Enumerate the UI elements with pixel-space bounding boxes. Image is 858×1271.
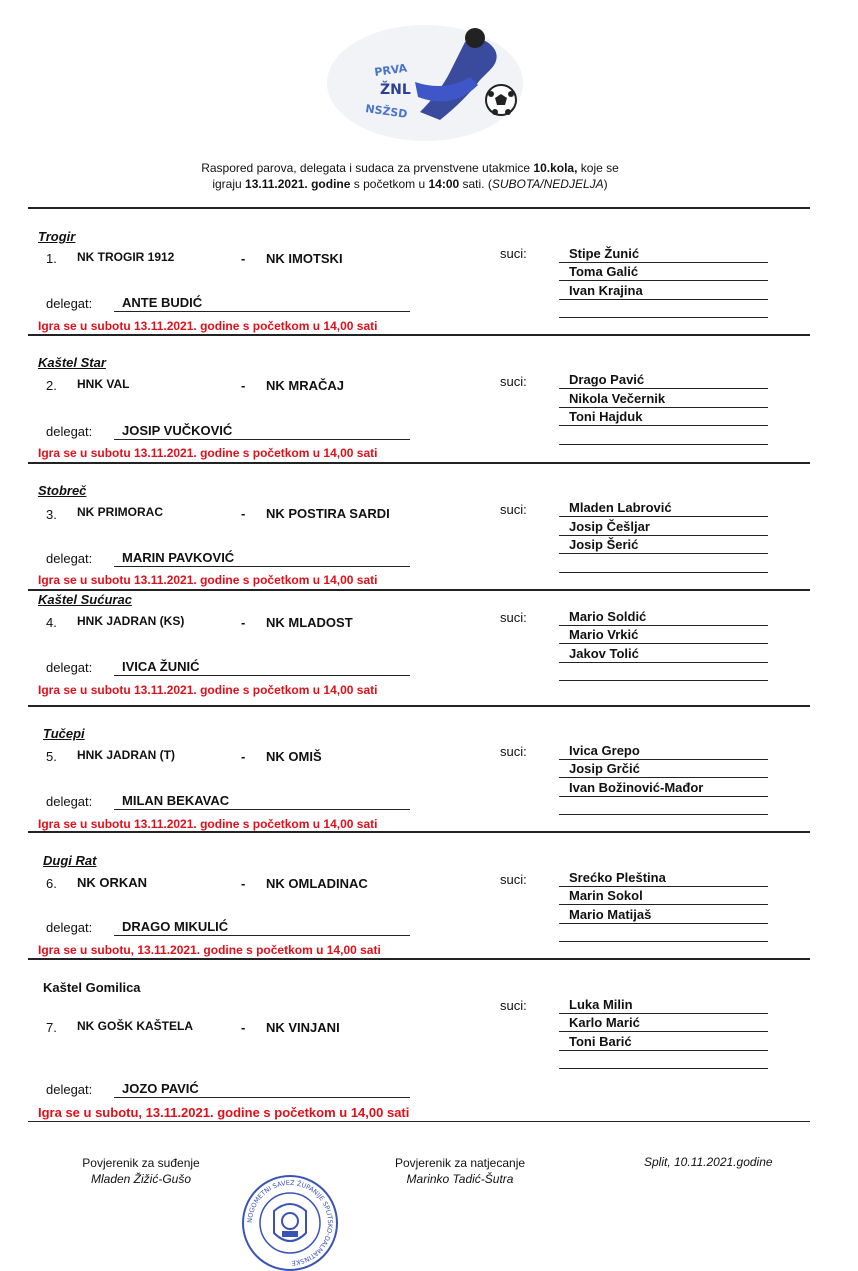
match-dash: - xyxy=(241,615,246,630)
away-team: NK MRAČAJ xyxy=(266,378,344,393)
match-number: 3. xyxy=(46,507,57,522)
referee-line xyxy=(559,300,768,318)
referee-name: Josip Češljar xyxy=(569,519,650,534)
match-dash: - xyxy=(241,506,246,521)
referee-line xyxy=(559,263,768,281)
referee-line xyxy=(559,1033,768,1051)
delegate-label: delegat: xyxy=(46,1082,93,1097)
logo-text-2: ŽNL xyxy=(380,82,411,98)
referee-line xyxy=(559,626,768,644)
delegate-name: IVICA ŽUNIĆ xyxy=(122,659,200,674)
delegate-label: delegat: xyxy=(46,794,93,809)
referee-name: Drago Pavić xyxy=(569,372,645,387)
seal-text: NOGOMETNI SAVEZ ŽUPANIJE SPLITSKO-DALMATINSKE xyxy=(245,1178,335,1268)
referee-line xyxy=(559,408,768,426)
referee-line xyxy=(559,779,768,797)
referee-line xyxy=(559,869,768,887)
referee-name: Ivan Božinović-Mađor xyxy=(569,780,704,795)
delegate-label: delegat: xyxy=(46,424,93,439)
match-dash: - xyxy=(241,876,246,891)
match-note: Igra se u subotu 13.11.2021. godine s početkom u 14,00 sati xyxy=(38,446,378,460)
referee-line xyxy=(559,427,768,445)
divider xyxy=(28,207,810,209)
home-team: HNK VAL xyxy=(77,377,130,391)
match-venue: Kaštel Star xyxy=(38,355,106,370)
logo-text-1: PRVA xyxy=(373,61,408,79)
match-block xyxy=(0,726,858,846)
referee-name: Mario Vrkić xyxy=(569,627,639,642)
footer-name: Marinko Tadić-Šutra xyxy=(406,1172,514,1186)
delegate-line xyxy=(114,792,410,810)
delegate-line xyxy=(114,422,410,440)
referee-line xyxy=(559,760,768,778)
referees-label: suci: xyxy=(500,872,527,887)
referee-line xyxy=(559,1014,768,1032)
footer-referee-commissioner xyxy=(60,1155,222,1187)
referee-name: Srećko Pleština xyxy=(569,870,666,885)
match-block xyxy=(0,355,858,475)
referee-name: Jakov Tolić xyxy=(569,646,639,661)
referee-name: Mario Soldić xyxy=(569,609,647,624)
referees-label: suci: xyxy=(500,744,527,759)
referee-line xyxy=(559,887,768,905)
delegate-name: MILAN BEKAVAC xyxy=(122,793,230,808)
referee-name: Marin Sokol xyxy=(569,888,643,903)
match-venue: Kaštel Sućurac xyxy=(38,592,132,607)
referee-line xyxy=(559,924,768,942)
referee-line xyxy=(559,536,768,554)
match-note: Igra se u subotu 13.11.2021. godine s početkom u 14,00 sati xyxy=(38,817,378,831)
referee-name: Josip Šerić xyxy=(569,537,639,552)
match-note: Igra se u subotu 13.11.2021. godine s početkom u 14,00 sati xyxy=(38,683,378,697)
referee-name: Toni Barić xyxy=(569,1034,632,1049)
referee-name: Toma Galić xyxy=(569,264,639,279)
away-team: NK IMOTSKI xyxy=(266,251,343,266)
delegate-label: delegat: xyxy=(46,660,93,675)
home-team: HNK JADRAN (KS) xyxy=(77,614,185,628)
match-block xyxy=(0,980,858,1120)
referee-line xyxy=(559,608,768,626)
delegate-line xyxy=(114,1080,410,1098)
referee-line xyxy=(559,645,768,663)
match-dash: - xyxy=(241,749,246,764)
match-number: 7. xyxy=(46,1020,57,1035)
logo-text-3: NSŽSD xyxy=(364,102,409,121)
delegate-label: delegat: xyxy=(46,920,93,935)
referee-line xyxy=(559,742,768,760)
match-dash: - xyxy=(241,1020,246,1035)
referee-name: Stipe Žunić xyxy=(569,246,640,261)
referee-name: Toni Hajduk xyxy=(569,409,643,424)
footer-title: Povjerenik za natjecanje xyxy=(394,1156,526,1170)
match-block xyxy=(0,483,858,603)
referees-label: suci: xyxy=(500,374,527,389)
delegate-name: JOSIP VUČKOVIĆ xyxy=(122,423,233,438)
match-number: 4. xyxy=(46,615,57,630)
referee-line xyxy=(559,663,768,681)
referee-name: Karlo Marić xyxy=(569,1015,640,1030)
referee-line xyxy=(559,245,768,263)
away-team: NK POSTIRA SARDI xyxy=(266,506,390,521)
match-number: 2. xyxy=(46,378,57,393)
home-team: NK ORKAN xyxy=(77,875,148,890)
league-logo xyxy=(325,22,525,144)
match-note: Igra se u subotu, 13.11.2021. godine s početkom u 14,00 sati xyxy=(38,1105,410,1120)
delegate-name: JOZO PAVIĆ xyxy=(122,1081,199,1096)
match-venue: Dugi Rat xyxy=(43,853,97,868)
referee-name: Mario Matijaš xyxy=(569,907,652,922)
match-dash: - xyxy=(241,378,246,393)
referee-name: Luka Milin xyxy=(569,997,633,1012)
referee-name: Ivan Krajina xyxy=(569,283,643,298)
footer-name: Mladen Žižić-Gušo xyxy=(90,1172,192,1186)
away-team: NK VINJANI xyxy=(266,1020,340,1035)
match-venue: Trogir xyxy=(38,229,76,244)
match-note: Igra se u subotu 13.11.2021. godine s početkom u 14,00 sati xyxy=(38,319,378,333)
match-block xyxy=(0,592,858,712)
match-block xyxy=(0,853,858,973)
referees-label: suci: xyxy=(500,246,527,261)
referee-line xyxy=(559,555,768,573)
delegate-line xyxy=(114,549,410,567)
divider xyxy=(28,1121,810,1122)
home-team: NK PRIMORAC xyxy=(77,505,163,519)
delegate-label: delegat: xyxy=(46,296,93,311)
referee-line xyxy=(559,1051,768,1069)
referees-label: suci: xyxy=(500,998,527,1013)
match-venue: Kaštel Gomilica xyxy=(43,980,141,995)
match-number: 5. xyxy=(46,749,57,764)
footer-date: Split, 10.11.2021.godine xyxy=(644,1155,773,1169)
referee-line xyxy=(559,797,768,815)
referee-name: Mladen Labrović xyxy=(569,500,672,515)
match-note: Igra se u subotu, 13.11.2021. godine s početkom u 14,00 sati xyxy=(38,943,381,957)
delegate-line xyxy=(114,294,410,312)
referees-label: suci: xyxy=(500,502,527,517)
referee-line xyxy=(559,499,768,517)
home-team: HNK JADRAN (T) xyxy=(77,748,175,762)
referee-line xyxy=(559,518,768,536)
home-team: NK TROGIR 1912 xyxy=(77,250,175,264)
referee-name: Josip Grčić xyxy=(569,761,640,776)
match-number: 6. xyxy=(46,876,57,891)
match-venue: Stobreč xyxy=(38,483,87,498)
referee-line xyxy=(559,996,768,1014)
footer-title: Povjerenik za suđenje xyxy=(82,1156,200,1170)
delegate-line xyxy=(114,918,410,936)
delegate-line xyxy=(114,658,410,676)
delegate-name: ANTE BUDIĆ xyxy=(122,295,203,310)
match-venue: Tučepi xyxy=(43,726,85,741)
referee-line xyxy=(559,906,768,924)
intro-text: Raspored parova, delegata i sudaca za prvenstvene utakmice 10.kola, koje se igraju 13.11.2021. godine s početkom u 14:00 sati. (SUBOTA/NEDJELJA) xyxy=(201,161,619,191)
delegate-label: delegat: xyxy=(46,551,93,566)
delegate-name: DRAGO MIKULIĆ xyxy=(122,919,229,934)
away-team: NK MLADOST xyxy=(266,615,353,630)
referee-name: Nikola Večernik xyxy=(569,391,666,406)
home-team: NK GOŠK KAŠTELA xyxy=(77,1019,194,1033)
association-seal xyxy=(240,1173,340,1271)
match-dash: - xyxy=(241,251,246,266)
footer-competition-commissioner xyxy=(374,1155,546,1187)
referees-label: suci: xyxy=(500,610,527,625)
match-note: Igra se u subotu 13.11.2021. godine s početkom u 14,00 sati xyxy=(38,573,378,587)
referee-line xyxy=(559,390,768,408)
away-team: NK OMLADINAC xyxy=(266,876,368,891)
referee-line xyxy=(559,371,768,389)
delegate-name: MARIN PAVKOVIĆ xyxy=(122,550,235,565)
match-block xyxy=(0,229,858,349)
referee-name: Ivica Grepo xyxy=(569,743,640,758)
away-team: NK OMIŠ xyxy=(266,749,322,764)
match-number: 1. xyxy=(46,251,57,266)
referee-line xyxy=(559,282,768,300)
